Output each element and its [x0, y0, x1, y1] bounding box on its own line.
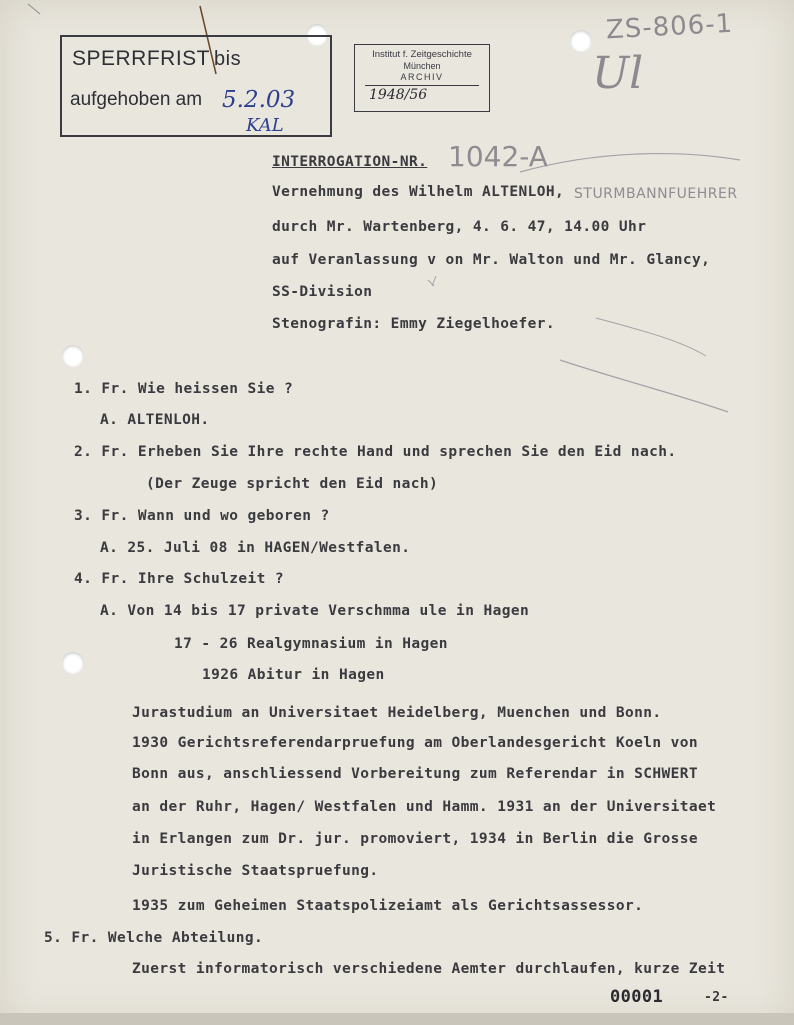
next-page-marker: -2- — [704, 990, 729, 1005]
body-line: in Erlangen zum Dr. jur. promoviert, 1934 in Berlin die Grosse — [132, 831, 699, 847]
archive-label: ARCHIV — [400, 72, 444, 82]
archive-city: München — [403, 61, 441, 71]
aufgehoben-label: aufgehoben am — [70, 89, 203, 110]
sperrfrist-bis: bis — [214, 48, 242, 70]
body-line: 17 - 26 Realgymnasium in Hagen — [174, 636, 448, 652]
body-line: 2. Fr. Erheben Sie Ihre rechte Hand und sprechen Sie den Eid nach. — [74, 444, 677, 460]
body-line: A. 25. Juli 08 in HAGEN/Westfalen. — [100, 540, 411, 556]
body-line: Jurastudium an Universitaet Heidelberg, Muenchen und Bonn. — [132, 705, 662, 721]
body-line: Bonn aus, anschliessend Vorbereitung zum Referendar in SCHWERT — [132, 766, 699, 782]
body-line: an der Ruhr, Hagen/ Westfalen und Hamm. 1931 an der Universitaet — [132, 799, 717, 815]
body-line: Zuerst informatorisch verschiedene Aemter durchlaufen, kurze Zeit — [132, 961, 726, 977]
body-line: 1. Fr. Wie heissen Sie ? — [74, 381, 294, 397]
interrogation-number: 1042-A — [448, 140, 548, 173]
header-line-1: Vernehmung des Wilhelm ALTENLOH, — [272, 184, 565, 200]
body-line: A. Von 14 bis 17 private Verschmma ule in Hagen — [100, 603, 530, 619]
sperrfrist-date: 5.2.03 — [222, 87, 296, 113]
sperrfrist-stamp — [60, 35, 332, 137]
archive-stamp — [354, 44, 490, 112]
header-line-2: durch Mr. Wartenberg, 4. 6. 47, 14.00 Uhr — [272, 219, 647, 235]
handwritten-signature: Ul — [592, 48, 644, 99]
archive-rule — [365, 85, 479, 86]
body-line: A. ALTENLOH. — [100, 412, 210, 428]
body-line: 1935 zum Geheimen Staatspolizeiamt als Gerichtsassessor. — [132, 898, 644, 914]
reference-code: ZS-806-1 — [605, 8, 734, 46]
page-number: 00001 — [610, 987, 664, 1007]
body-line: (Der Zeuge spricht den Eid nach) — [146, 476, 439, 492]
body-line: 3. Fr. Wann und wo geboren ? — [74, 508, 330, 524]
body-line: 5. Fr. Welche Abteilung. — [44, 930, 264, 946]
body-line: 1930 Gerichtsreferendarpruefung am Oberlandesgericht Koeln von — [132, 735, 699, 751]
interrogation-title: INTERROGATION-NR. — [272, 154, 428, 170]
body-line: 1926 Abitur in Hagen — [202, 667, 385, 683]
header-line-3: auf Veranlassung v on Mr. Walton und Mr. Glancy, — [272, 252, 711, 268]
body-line: Juristische Staatspruefung. — [132, 863, 379, 879]
sperrfrist-initials: KAL — [246, 115, 284, 136]
sperrfrist-label: SPERRFRIST — [72, 47, 211, 70]
archive-institute: Institut f. Zeitgeschichte — [372, 49, 472, 60]
archive-number: 1948/56 — [369, 87, 428, 103]
header-line-5: Stenografin: Emmy Ziegelhoefer. — [272, 316, 556, 332]
body-line: 4. Fr. Ihre Schulzeit ? — [74, 571, 284, 587]
header-line-4: SS-Division — [272, 284, 373, 300]
rank-handwritten: STURMBANNFUEHRER — [574, 186, 738, 202]
